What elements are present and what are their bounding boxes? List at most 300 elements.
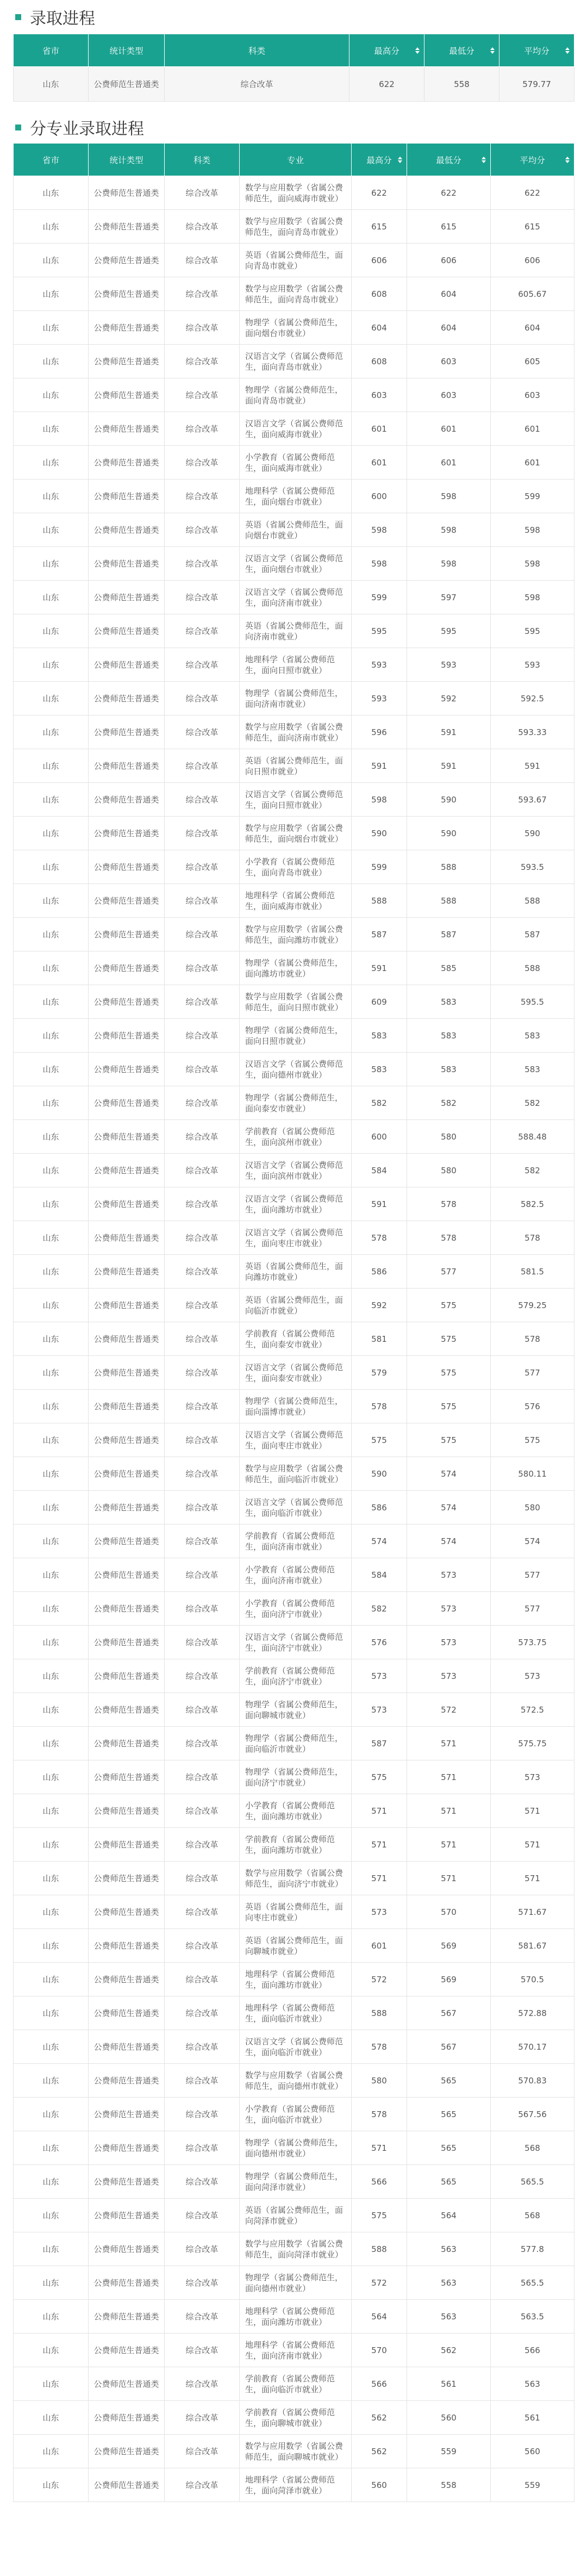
table-cell: 573 <box>407 1558 491 1592</box>
column-header <box>89 34 165 67</box>
sort-icon[interactable] <box>415 47 420 54</box>
column-header[interactable] <box>499 34 574 67</box>
table-cell: 593.33 <box>491 715 574 749</box>
table-cell: 综合改革 <box>165 244 240 277</box>
table-cell: 公费师范生普通类 <box>89 817 165 850</box>
table-cell: 566 <box>352 2165 407 2199</box>
sort-icon[interactable] <box>565 47 570 54</box>
table-cell: 598 <box>491 547 574 581</box>
table-cell: 公费师范生普通类 <box>89 1390 165 1423</box>
table-cell: 558 <box>424 67 499 102</box>
table-cell: 561 <box>491 2401 574 2435</box>
table-cell: 558 <box>407 2468 491 2502</box>
table-cell: 山东 <box>14 2468 89 2502</box>
table-cell: 601 <box>352 1929 407 1963</box>
table-cell: 公费师范生普通类 <box>89 783 165 817</box>
table-cell: 601 <box>491 412 574 446</box>
table-cell: 山东 <box>14 1019 89 1053</box>
table-cell: 593 <box>407 648 491 682</box>
table-cell: 山东 <box>14 1322 89 1356</box>
table-cell: 563 <box>407 2300 491 2334</box>
table-cell: 571 <box>491 1794 574 1828</box>
column-header <box>14 34 89 67</box>
table-cell: 574 <box>352 1525 407 1558</box>
sort-icon[interactable] <box>482 157 486 163</box>
table-cell: 580 <box>491 1491 574 1525</box>
table-row <box>14 1794 574 1828</box>
table-row <box>14 1996 574 2030</box>
table-cell: 综合改革 <box>165 378 240 412</box>
table-cell: 山东 <box>14 1120 89 1154</box>
column-header[interactable] <box>491 144 574 176</box>
table-cell: 599 <box>352 850 407 884</box>
table-cell: 综合改革 <box>165 951 240 985</box>
table-cell: 地理科学（省属公费师范生，面向烟台市就业） <box>240 480 352 513</box>
table-cell: 汉语言文学（省属公费师范生，面向烟台市就业） <box>240 547 352 581</box>
table-row <box>14 1053 574 1086</box>
table-cell: 571 <box>407 1727 491 1760</box>
table-cell: 公费师范生普通类 <box>89 176 165 210</box>
table-cell: 综合改革 <box>165 918 240 951</box>
table-cell: 571 <box>407 1760 491 1794</box>
table-cell: 公费师范生普通类 <box>89 2199 165 2232</box>
column-header-label: 科类 <box>248 46 265 56</box>
table-cell: 606 <box>491 244 574 277</box>
table-cell: 综合改革 <box>165 1491 240 1525</box>
table-row <box>14 884 574 918</box>
table-row <box>14 1760 574 1794</box>
table-cell: 579.25 <box>491 1289 574 1322</box>
table-cell: 581 <box>352 1322 407 1356</box>
table-cell: 573 <box>352 1659 407 1693</box>
table-cell: 小学教育（省属公费师范生，面向潍坊市就业） <box>240 1794 352 1828</box>
table-cell: 汉语言文学（省属公费师范生，面向临沂市就业） <box>240 2030 352 2064</box>
table-cell: 571 <box>407 1862 491 1895</box>
table-cell: 综合改革 <box>165 311 240 345</box>
table-cell: 公费师范生普通类 <box>89 1862 165 1895</box>
table-cell: 公费师范生普通类 <box>89 547 165 581</box>
column-header-label: 平均分 <box>520 155 545 165</box>
sort-icon[interactable] <box>565 157 570 163</box>
table-cell: 综合改革 <box>165 581 240 614</box>
table-cell: 605.67 <box>491 277 574 311</box>
table-cell: 576 <box>491 1390 574 1423</box>
table-cell: 山东 <box>14 1659 89 1693</box>
table-cell: 英语（省属公费师范生，面向枣庄市就业） <box>240 1895 352 1929</box>
table-cell: 综合改革 <box>165 648 240 682</box>
table-cell: 601 <box>491 446 574 480</box>
table-cell: 综合改革 <box>165 2232 240 2266</box>
table-cell: 565.5 <box>491 2266 574 2300</box>
table-cell: 580 <box>352 2064 407 2098</box>
table-cell: 公费师范生普通类 <box>89 1322 165 1356</box>
table-cell: 英语（省属公费师范生，面向日照市就业） <box>240 749 352 783</box>
table-row <box>14 715 574 749</box>
table-cell: 公费师范生普通类 <box>89 1895 165 1929</box>
table-cell: 山东 <box>14 1221 89 1255</box>
table-cell: 英语（省属公费师范生，面向青岛市就业） <box>240 244 352 277</box>
table-cell: 588 <box>352 884 407 918</box>
column-header-label: 省市 <box>42 155 59 165</box>
sort-icon[interactable] <box>398 157 402 163</box>
table-cell: 公费师范生普通类 <box>89 480 165 513</box>
table-cell: 公费师范生普通类 <box>89 850 165 884</box>
table-cell: 571 <box>491 1828 574 1862</box>
table-cell: 592 <box>407 682 491 715</box>
table-cell: 山东 <box>14 480 89 513</box>
column-header-label: 统计类型 <box>109 46 143 56</box>
table-cell: 综合改革 <box>165 1828 240 1862</box>
table-row <box>14 581 574 614</box>
table-cell: 山东 <box>14 1053 89 1086</box>
table-cell: 公费师范生普通类 <box>89 1019 165 1053</box>
table-cell: 山东 <box>14 277 89 311</box>
table-cell: 英语（省属公费师范生，面向临沂市就业） <box>240 1289 352 1322</box>
table-cell: 575.75 <box>491 1727 574 1760</box>
column-header[interactable] <box>352 144 407 176</box>
table-cell: 578 <box>352 1221 407 1255</box>
table-cell: 数学与应用数学（省属公费师范生，面向菏泽市就业） <box>240 2232 352 2266</box>
table-cell: 综合改革 <box>165 2030 240 2064</box>
table-row <box>14 2435 574 2468</box>
table-cell: 583 <box>407 1053 491 1086</box>
table-cell: 学前教育（省属公费师范生，面向聊城市就业） <box>240 2401 352 2435</box>
table-cell: 590 <box>352 1457 407 1491</box>
table-cell: 综合改革 <box>165 2367 240 2401</box>
table-cell: 570 <box>407 1895 491 1929</box>
table-cell: 山东 <box>14 648 89 682</box>
table-cell: 573 <box>491 1659 574 1693</box>
table-cell: 物理学（省属公费师范生，面向淄博市就业） <box>240 1390 352 1423</box>
table-cell: 公费师范生普通类 <box>89 1929 165 1963</box>
table-cell: 山东 <box>14 67 89 102</box>
table-cell: 山东 <box>14 1525 89 1558</box>
table-cell: 山东 <box>14 1356 89 1390</box>
column-header-label: 最高分 <box>366 155 392 165</box>
table-cell: 汉语言文学（省属公费师范生，面向威海市就业） <box>240 412 352 446</box>
table-cell: 598 <box>352 783 407 817</box>
section-heading-admission-progress <box>13 0 574 34</box>
table-cell: 572 <box>352 1963 407 1996</box>
table-cell: 公费师范生普通类 <box>89 1693 165 1727</box>
table-cell: 山东 <box>14 513 89 547</box>
table-cell: 山东 <box>14 715 89 749</box>
table-cell: 数学与应用数学（省属公费师范生，面向临沂市就业） <box>240 1457 352 1491</box>
table-cell: 汉语言文学（省属公费师范生，面向日照市就业） <box>240 783 352 817</box>
table-cell: 数学与应用数学（省属公费师范生，面向烟台市就业） <box>240 817 352 850</box>
table-cell: 英语（省属公费师范生，面向潍坊市就业） <box>240 1255 352 1289</box>
table-cell: 山东 <box>14 2401 89 2435</box>
table-cell: 580.11 <box>491 1457 574 1491</box>
table-cell: 575 <box>407 1423 491 1457</box>
table-row <box>14 446 574 480</box>
table-cell: 563 <box>491 2367 574 2401</box>
table-cell: 公费师范生普通类 <box>89 2098 165 2131</box>
table-cell: 小学教育（省属公费师范生，面向临沂市就业） <box>240 2098 352 2131</box>
table-cell: 588 <box>352 2232 407 2266</box>
table-cell: 583 <box>407 1019 491 1053</box>
table-cell: 563.5 <box>491 2300 574 2334</box>
table-cell: 学前教育（省属公费师范生，面向临沂市就业） <box>240 2367 352 2401</box>
table-cell: 山东 <box>14 378 89 412</box>
table-cell: 598 <box>352 513 407 547</box>
table-cell: 577 <box>491 1558 574 1592</box>
table-cell: 公费师范生普通类 <box>89 1727 165 1760</box>
table-cell: 603 <box>491 378 574 412</box>
table-cell: 565.5 <box>491 2165 574 2199</box>
table-cell: 565 <box>407 2098 491 2131</box>
table-cell: 583 <box>352 1053 407 1086</box>
table-row <box>14 1525 574 1558</box>
table-cell: 562 <box>352 2435 407 2468</box>
table-cell: 综合改革 <box>165 1592 240 1626</box>
table-cell: 公费师范生普通类 <box>89 2165 165 2199</box>
table-cell: 591 <box>352 1187 407 1221</box>
table-cell: 582.5 <box>491 1187 574 1221</box>
table-cell: 公费师范生普通类 <box>89 1120 165 1154</box>
table-cell: 587 <box>407 918 491 951</box>
table-cell: 公费师范生普通类 <box>89 1289 165 1322</box>
table-cell: 572.5 <box>491 1693 574 1727</box>
table-header-row <box>14 34 574 67</box>
table-cell: 学前教育（省属公费师范生，面向泰安市就业） <box>240 1322 352 1356</box>
column-header[interactable] <box>407 144 491 176</box>
table-cell: 622 <box>352 176 407 210</box>
table-cell: 公费师范生普通类 <box>89 1053 165 1086</box>
table-cell: 593 <box>352 648 407 682</box>
table-cell: 568 <box>491 2131 574 2165</box>
table-row <box>14 614 574 648</box>
table-row <box>14 1895 574 1929</box>
heading-bullet-icon <box>15 125 21 130</box>
table-cell: 山东 <box>14 614 89 648</box>
table-cell: 565 <box>407 2165 491 2199</box>
table-cell: 综合改革 <box>165 614 240 648</box>
table-row <box>14 1626 574 1659</box>
table-cell: 综合改革 <box>165 67 349 102</box>
table-cell: 山东 <box>14 1828 89 1862</box>
table-cell: 579.77 <box>499 67 574 102</box>
table-cell: 公费师范生普通类 <box>89 614 165 648</box>
table-cell: 综合改革 <box>165 1053 240 1086</box>
table-cell: 物理学（省属公费师范生，面向青岛市就业） <box>240 378 352 412</box>
table-cell: 公费师范生普通类 <box>89 1794 165 1828</box>
table-cell: 572 <box>407 1693 491 1727</box>
table-cell: 598 <box>491 513 574 547</box>
table-cell: 山东 <box>14 682 89 715</box>
table-cell: 578 <box>407 1221 491 1255</box>
table-cell: 综合改革 <box>165 1255 240 1289</box>
table-cell: 606 <box>407 244 491 277</box>
table-cell: 公费师范生普通类 <box>89 1626 165 1659</box>
table-row <box>14 547 574 581</box>
table-cell: 570.83 <box>491 2064 574 2098</box>
table-row <box>14 1221 574 1255</box>
table-row <box>14 480 574 513</box>
table-cell: 山东 <box>14 311 89 345</box>
table-cell: 山东 <box>14 985 89 1019</box>
table-cell: 综合改革 <box>165 1558 240 1592</box>
table-cell: 综合改革 <box>165 513 240 547</box>
table-cell: 公费师范生普通类 <box>89 412 165 446</box>
table-cell: 山东 <box>14 1086 89 1120</box>
column-header <box>14 144 89 176</box>
table-cell: 579 <box>352 1356 407 1390</box>
table-cell: 564 <box>407 2199 491 2232</box>
table-cell: 588.48 <box>491 1120 574 1154</box>
table-row <box>14 2064 574 2098</box>
table-cell: 567 <box>407 2030 491 2064</box>
table-cell: 615 <box>491 210 574 244</box>
table-cell: 公费师范生普通类 <box>89 2334 165 2367</box>
table-row <box>14 1356 574 1390</box>
table-cell: 小学教育（省属公费师范生，面向济南市就业） <box>240 1558 352 1592</box>
table-cell: 573 <box>491 1760 574 1794</box>
table-row <box>14 648 574 682</box>
table-cell: 578 <box>352 2098 407 2131</box>
column-header-label: 科类 <box>193 155 210 165</box>
table-cell: 综合改革 <box>165 749 240 783</box>
column-header-label: 省市 <box>42 46 59 56</box>
table-cell: 590 <box>407 783 491 817</box>
table-cell: 综合改革 <box>165 210 240 244</box>
column-header[interactable] <box>349 34 424 67</box>
table-cell: 综合改革 <box>165 2199 240 2232</box>
table-cell: 山东 <box>14 1794 89 1828</box>
table-cell: 数学与应用数学（省属公费师范生，面向日照市就业） <box>240 985 352 1019</box>
table-cell: 585 <box>407 951 491 985</box>
table-cell: 综合改革 <box>165 2468 240 2502</box>
table-row <box>14 2266 574 2300</box>
table-cell: 综合改革 <box>165 1086 240 1120</box>
table-cell: 583 <box>491 1053 574 1086</box>
table-cell: 公费师范生普通类 <box>89 1187 165 1221</box>
table-cell: 576 <box>352 1626 407 1659</box>
section-title: 录取进程 <box>30 9 95 28</box>
table-cell: 586 <box>352 1491 407 1525</box>
table-cell: 574 <box>407 1457 491 1491</box>
table-cell: 569 <box>407 1929 491 1963</box>
table-cell: 560 <box>407 2401 491 2435</box>
table-cell: 学前教育（省属公费师范生，面向济宁市就业） <box>240 1659 352 1693</box>
table-cell: 600 <box>352 1120 407 1154</box>
table-cell: 山东 <box>14 1491 89 1525</box>
table-cell: 580 <box>407 1154 491 1187</box>
table-cell: 物理学（省属公费师范生，面向泰安市就业） <box>240 1086 352 1120</box>
column-header[interactable] <box>424 34 499 67</box>
table-cell: 综合改革 <box>165 2300 240 2334</box>
table-cell: 山东 <box>14 547 89 581</box>
table-cell: 综合改革 <box>165 2401 240 2435</box>
table-cell: 577.8 <box>491 2232 574 2266</box>
table-cell: 地理科学（省属公费师范生，面向临沂市就业） <box>240 1996 352 2030</box>
table-cell: 汉语言文学（省属公费师范生，面向青岛市就业） <box>240 345 352 378</box>
table-row <box>14 1255 574 1289</box>
table-cell: 汉语言文学（省属公费师范生，面向临沂市就业） <box>240 1491 352 1525</box>
table-cell: 570.17 <box>491 2030 574 2064</box>
table-cell: 601 <box>352 446 407 480</box>
table-cell: 575 <box>352 2199 407 2232</box>
table-cell: 综合改革 <box>165 1693 240 1727</box>
table-cell: 565 <box>407 2064 491 2098</box>
table-cell: 综合改革 <box>165 783 240 817</box>
table-cell: 578 <box>491 1322 574 1356</box>
table-cell: 571 <box>491 1862 574 1895</box>
table-cell: 综合改革 <box>165 2266 240 2300</box>
table-cell: 山东 <box>14 2199 89 2232</box>
table-cell: 物理学（省属公费师范生，面向济宁市就业） <box>240 1760 352 1794</box>
table-cell: 物理学（省属公费师范生，面向济南市就业） <box>240 682 352 715</box>
table-cell: 综合改革 <box>165 817 240 850</box>
table-cell: 599 <box>352 581 407 614</box>
table-cell: 公费师范生普通类 <box>89 244 165 277</box>
table-cell: 山东 <box>14 244 89 277</box>
table-cell: 山东 <box>14 2098 89 2131</box>
table-cell: 575 <box>352 1423 407 1457</box>
table-cell: 593 <box>352 682 407 715</box>
table-cell: 596 <box>352 715 407 749</box>
table-row <box>14 2300 574 2334</box>
table-cell: 公费师范生普通类 <box>89 951 165 985</box>
table-row <box>14 1289 574 1322</box>
table-cell: 山东 <box>14 2030 89 2064</box>
table-cell: 山东 <box>14 1187 89 1221</box>
table-cell: 586 <box>352 1255 407 1289</box>
table-cell: 公费师范生普通类 <box>89 1457 165 1491</box>
table-row <box>14 67 574 102</box>
table-cell: 物理学（省属公费师范生，面向临沂市就业） <box>240 1727 352 1760</box>
sort-icon[interactable] <box>490 47 495 54</box>
table-cell: 综合改革 <box>165 1963 240 1996</box>
table-cell: 公费师范生普通类 <box>89 1086 165 1120</box>
table-cell: 560 <box>491 2435 574 2468</box>
table-row <box>14 2468 574 2502</box>
table-cell: 综合改革 <box>165 2435 240 2468</box>
table-cell: 573 <box>407 1659 491 1693</box>
table-cell: 综合改革 <box>165 1862 240 1895</box>
table-row <box>14 1963 574 1996</box>
table-cell: 593.5 <box>491 850 574 884</box>
table-cell: 575 <box>407 1390 491 1423</box>
table-cell: 592.5 <box>491 682 574 715</box>
table-cell: 物理学（省属公费师范生，面向菏泽市就业） <box>240 2165 352 2199</box>
table-cell: 山东 <box>14 2064 89 2098</box>
table-cell: 582 <box>491 1086 574 1120</box>
table-cell: 物理学（省属公费师范生，面向潍坊市就业） <box>240 951 352 985</box>
table-cell: 573 <box>407 1626 491 1659</box>
table-cell: 598 <box>491 581 574 614</box>
table-cell: 595 <box>352 614 407 648</box>
table-cell: 综合改革 <box>165 1356 240 1390</box>
table-cell: 山东 <box>14 1154 89 1187</box>
table-cell: 615 <box>407 210 491 244</box>
table-cell: 山东 <box>14 783 89 817</box>
table-cell: 数学与应用数学（省属公费师范生，面向聊城市就业） <box>240 2435 352 2468</box>
table-cell: 603 <box>352 378 407 412</box>
table-cell: 综合改革 <box>165 345 240 378</box>
table-row <box>14 2334 574 2367</box>
table-cell: 599 <box>491 480 574 513</box>
table-row <box>14 2401 574 2435</box>
table-cell: 公费师范生普通类 <box>89 2064 165 2098</box>
table-row <box>14 1862 574 1895</box>
table-cell: 汉语言文学（省属公费师范生，面向滨州市就业） <box>240 1154 352 1187</box>
table-cell: 588 <box>491 951 574 985</box>
column-header <box>89 144 165 176</box>
table-cell: 综合改革 <box>165 1221 240 1255</box>
table-cell: 592 <box>352 1289 407 1322</box>
table-cell: 山东 <box>14 1929 89 1963</box>
